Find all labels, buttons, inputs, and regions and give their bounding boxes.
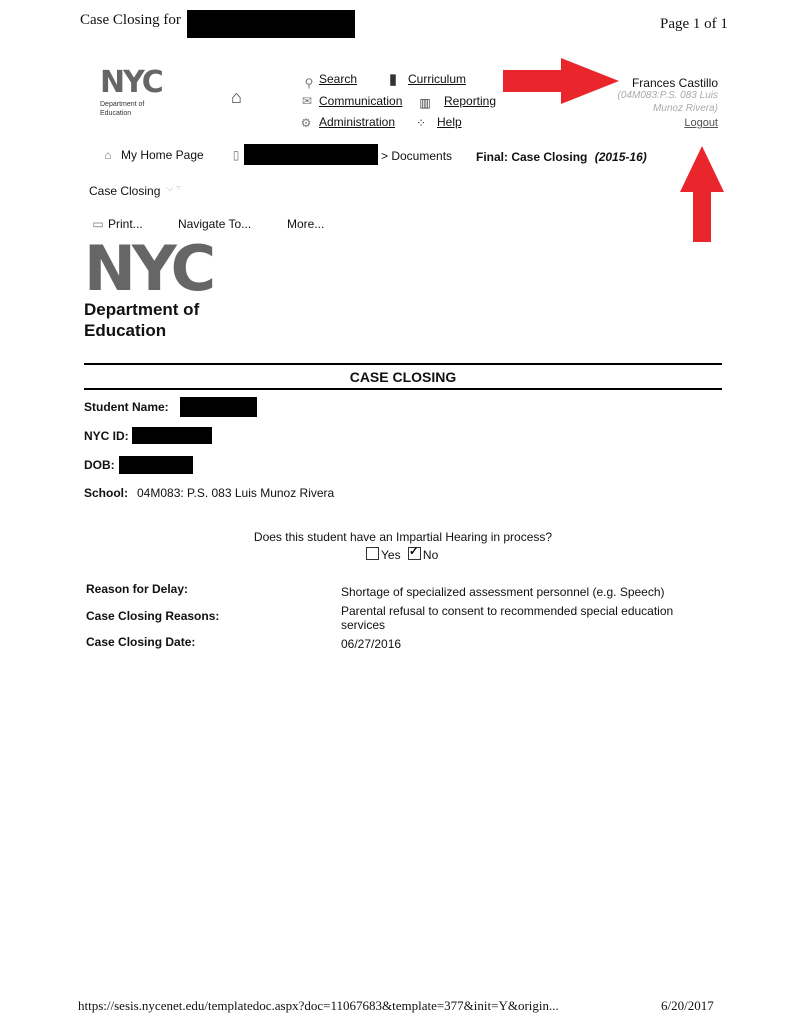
print-icon: ▭ [92, 217, 104, 231]
school-value: 04M083: P.S. 083 Luis Munoz Rivera [137, 486, 335, 500]
document-icon: ▯ [232, 148, 240, 162]
user-school-line1: (04M083:P.S. 083 Luis [617, 90, 718, 101]
title-rule-bottom [84, 388, 722, 390]
school-year: (2015-16) [594, 150, 647, 164]
redacted-block [187, 10, 355, 38]
document-title: CASE CLOSING [349, 369, 457, 385]
print-footer-date: 6/20/2017 [661, 998, 714, 1013]
yes-checkbox[interactable] [366, 547, 379, 560]
red-arrow-right [503, 58, 619, 104]
gear-icon: ⚙ [300, 116, 312, 130]
final-label-text: Final: Case Closing [476, 150, 588, 164]
nyc-id-label: NYC ID: [84, 429, 129, 443]
nyc-logo-small: NYC [100, 65, 162, 100]
hearing-options [366, 547, 438, 562]
home-page-icon: ⌂ [104, 148, 112, 162]
no-label: No [422, 548, 439, 562]
print-header-title: Case Closing for [80, 12, 181, 28]
my-home-page-link[interactable]: My Home Page [121, 148, 204, 162]
communication-icon: ✉ [301, 94, 313, 108]
more-button[interactable]: More... [287, 217, 325, 231]
documents-crumb[interactable]: > Documents [381, 149, 453, 163]
case-closing-reasons-line2: services [341, 618, 386, 632]
reason-for-delay-label: Reason for Delay: [86, 582, 189, 596]
title-rule-top [84, 363, 722, 365]
doc-dept-line2: Education [84, 321, 167, 340]
doc-dept-line1: Department of [84, 300, 200, 319]
search-icon: ⚲ [304, 76, 314, 90]
curriculum-icon: ▮ [388, 71, 398, 88]
administration-link[interactable]: Administration [319, 115, 396, 129]
reason-for-delay-value: Shortage of specialized assessment personnel (e.g. Speech) [341, 585, 665, 599]
case-closing-tab[interactable]: Case Closing [89, 184, 161, 198]
chevron-down-icon: ⌵ ▿ [166, 183, 181, 194]
page-number: Page 1 of 1 [660, 16, 728, 32]
red-arrow-up [680, 146, 724, 242]
curriculum-link[interactable]: Curriculum [408, 72, 467, 86]
print-footer-url: https://sesis.nycenet.edu/templatedoc.aspx?doc=11067683&template=377&init=Y&origin... [78, 998, 559, 1013]
case-closing-date-value: 06/27/2016 [341, 637, 402, 651]
logout-link[interactable]: Logout [684, 117, 718, 129]
nyc-logo-large: NYC [84, 232, 213, 305]
user-school-line2: Munoz Rivera) [652, 103, 718, 114]
redacted-block [244, 144, 378, 165]
student-name-label: Student Name: [84, 400, 169, 414]
user-name: Frances Castillo [631, 76, 718, 90]
redacted-block [180, 397, 257, 417]
print-button[interactable]: Print... [108, 217, 143, 231]
final-case-closing-label [476, 150, 647, 164]
no-checkbox[interactable] [408, 547, 421, 560]
school-label: School: [84, 486, 128, 500]
hearing-question: Does this student have an Impartial Hearing in process? [253, 530, 553, 544]
logo-dept-line1: Department of [100, 101, 145, 108]
yes-label: Yes [381, 548, 401, 562]
case-closing-reasons-line1: Parental refusal to consent to recommended special education [341, 604, 674, 618]
case-closing-date-label: Case Closing Date: [86, 635, 196, 649]
logo-dept-line2: Education [100, 110, 132, 117]
help-link[interactable]: Help [437, 115, 462, 129]
help-icon: ⁘ [415, 116, 427, 130]
reporting-link[interactable]: Reporting [444, 94, 497, 108]
search-link[interactable]: Search [319, 72, 358, 86]
reporting-icon: ▥ [419, 96, 431, 110]
navigate-to-button[interactable]: Navigate To... [178, 217, 252, 231]
redacted-block [132, 427, 212, 444]
dob-label: DOB: [84, 458, 115, 472]
home-icon[interactable]: ⌂ [231, 87, 242, 107]
redacted-block [119, 456, 193, 474]
communication-link[interactable]: Communication [319, 94, 403, 108]
case-closing-reasons-label: Case Closing Reasons: [86, 609, 220, 623]
